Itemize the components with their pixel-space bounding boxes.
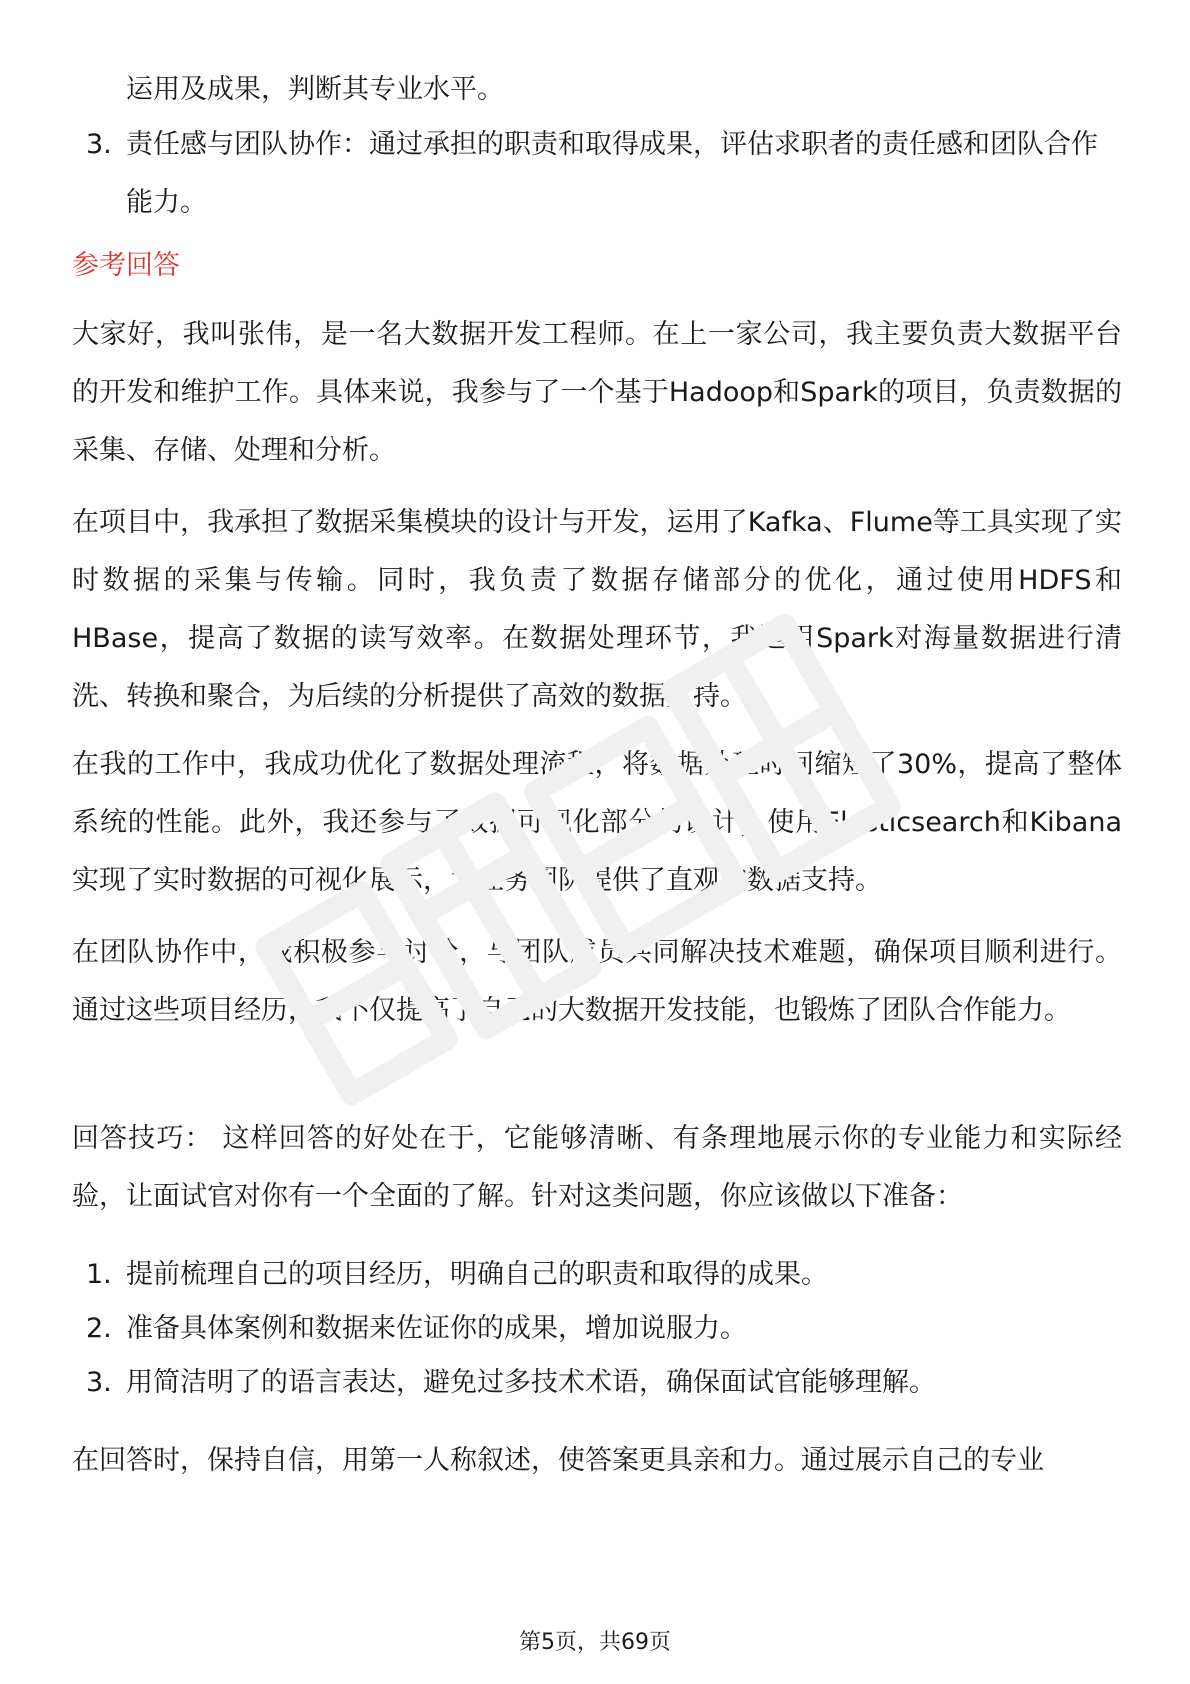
list-item [86,116,1116,232]
list-text: 用简洁明了的语言表达，避免过多技术术语，确保面试官能够理解。 [126,1367,936,1398]
paragraph: 在项目中，我承担了数据采集模块的设计与开发，运用了Kafka、Flume等工具实现了实时数据的采集与传输。同时，我负责了数据存储部分的优化，通过使用HDFS和HBase，提高了数据的读写效率。在数据处理环节，我运用Spark对海量数据进行清洗、转换和聚合，为后续的分析提供了高效的数据支持。 [72,507,1122,712]
paragraph: 大家好，我叫张伟，是一名大数据开发工程师。在上一家公司，我主要负责大数据平台的开发和维护工作。具体来说，我参与了一个基于Hadoop和Spark的项目，负责数据的采集、存储、处理和分析。 [72,319,1122,466]
paragraph: 在团队协作中，我积极参与讨论，与团队成员共同解决技术难题，确保项目顺利进行。通过这些项目经历，我不仅提高了自己的大数据开发技能，也锻炼了团队合作能力。 [72,937,1122,1026]
paragraph: 在回答时，保持自信，用第一人称叙述，使答案更具亲和力。通过展示自己的专业 [72,1445,1044,1476]
section-heading: 参考回答 [72,250,180,281]
paragraph: 在我的工作中，我成功优化了数据处理流程，将数据处理时间缩短了30%，提高了整体系统的性能。此外，我还参与了数据可视化部分的设计，使用Elasticsearch和Kibana实现了实时数据的可视化展示，为业务团队提供了直观的数据支持。 [72,749,1122,896]
list-text: 准备具体案例和数据来佐证你的成果，增加说服力。 [126,1313,747,1344]
continuation-text: 运用及成果，判断其专业水平。 [126,74,504,105]
list-text: 提前梳理自己的项目经历，明确自己的职责和取得的成果。 [126,1259,828,1290]
page-footer: 第5页，共69页 [519,1630,671,1655]
list-number: 1. [86,1259,112,1290]
list-number: 3. [86,129,112,160]
list-item [86,1300,1116,1358]
list-item [86,1354,1116,1412]
paragraph: 回答技巧： 这样回答的好处在于，它能够清晰、有条理地展示你的专业能力和实际经验，让面试官对你有一个全面的了解。针对这类问题，你应该做以下准备： [72,1123,1122,1212]
list-number: 3. [86,1367,112,1398]
list-number: 2. [86,1313,112,1344]
list-text: 责任感与团队协作：通过承担的职责和取得成果，评估求职者的责任感和团队合作能力。 [126,129,1098,218]
list-item [86,1246,1116,1304]
